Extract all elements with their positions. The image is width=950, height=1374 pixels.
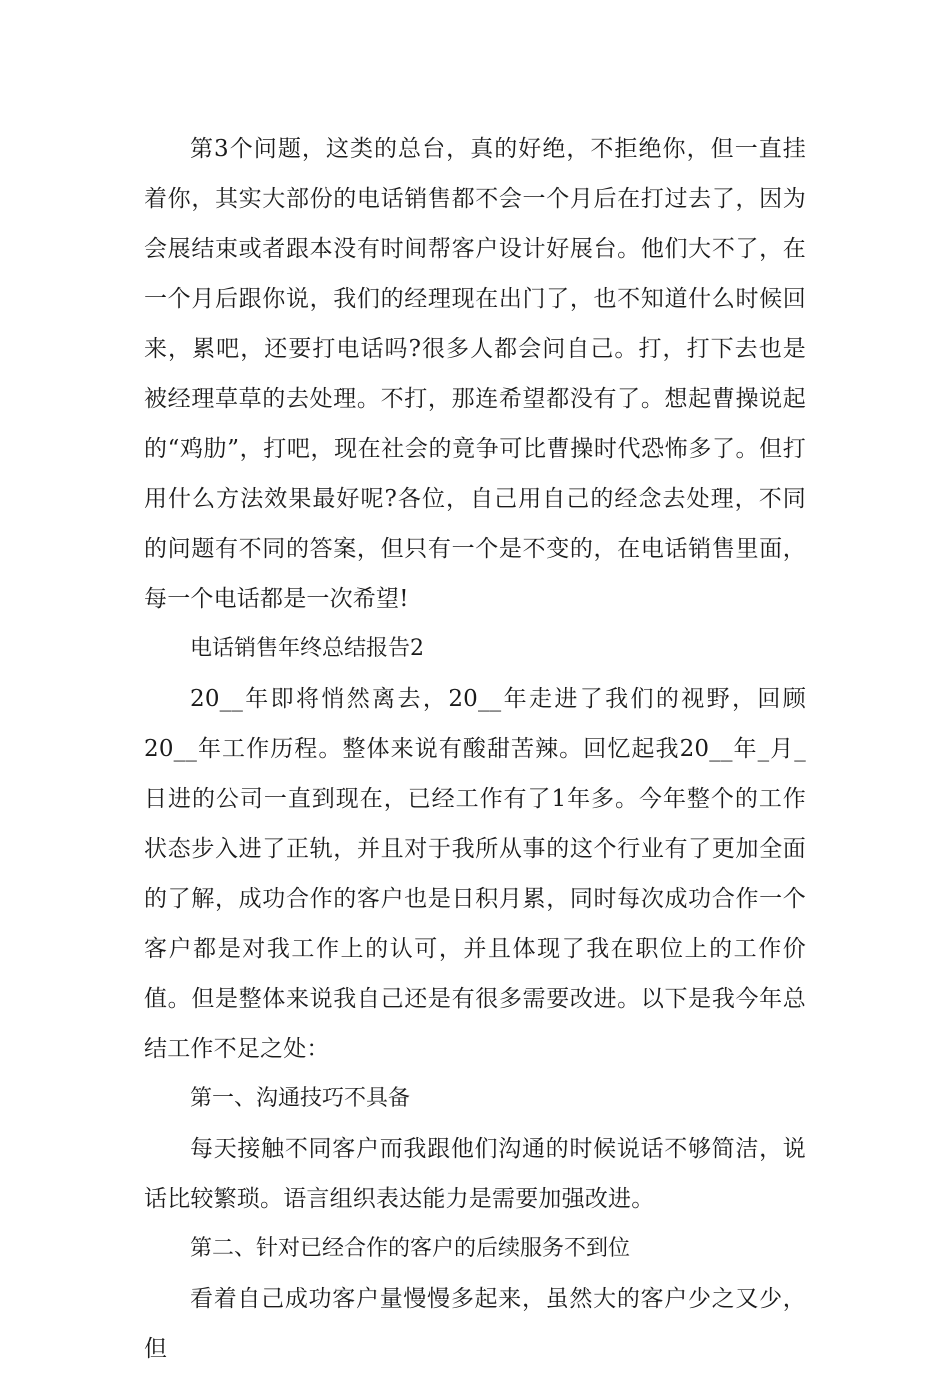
paragraph-communication: 每天接触不同客户而我跟他们沟通的时候说话不够简洁，说话比较繁琐。语言组织表达能力是需要加强改进。 xyxy=(144,1136,806,1212)
subheading-follow-up-service: 第二、针对已经合作的客户的后续服务不到位 xyxy=(190,1236,631,1261)
subheading-communication: 第一、沟通技巧不具备 xyxy=(190,1086,411,1111)
paragraph-year-review: 20__年即将悄然离去，20__年走进了我们的视野，回顾20__年工作历程。整体来说有酸甜苦辣。回忆起我20__年_月_日进的公司一直到现在，已经工作有了1年多。今年整个的工作状态步入进了正轨，并且对于我所从事的这个行业有了更加全面的了解，成功合作的客户也是日积月累，同时每次成功合作一个客户都是对我工作上的认可，并且体现了我在职位上的工作价值。但是整体来说我自己还是有很多需要改进。以下是我今年总结工作不足之处： xyxy=(144,686,806,1062)
section-heading-report-2: 电话销售年终总结报告2 xyxy=(190,636,424,661)
document-page xyxy=(144,124,806,1374)
paragraph-problem-three: 第3个问题，这类的总台，真的好绝，不拒绝你，但一直挂着你，其实大部份的电话销售都不会一个月后在打过去了，因为会展结束或者跟本没有时间帮客户设计好展台。他们大不了，在一个月后跟你说，我们的经理现在出门了，也不知道什么时候回来，累吧，还要打电话吗?很多人都会问自己。打，打下去也是被经理草草的去处理。不打，那连希望都没有了。想起曹操说起的“鸡肋”，打吧，现在社会的竟争可比曹操时代恐怖多了。但打用什么方法效果最好呢?各位，自己用自己的经念去处理，不同的问题有不同的答案，但只有一个是不变的，在电话销售里面，每一个电话都是一次希望! xyxy=(144,136,806,612)
paragraph-follow-up-service: 看着自己成功客户量慢慢多起来，虽然大的客户少之又少，但 xyxy=(144,1286,806,1362)
